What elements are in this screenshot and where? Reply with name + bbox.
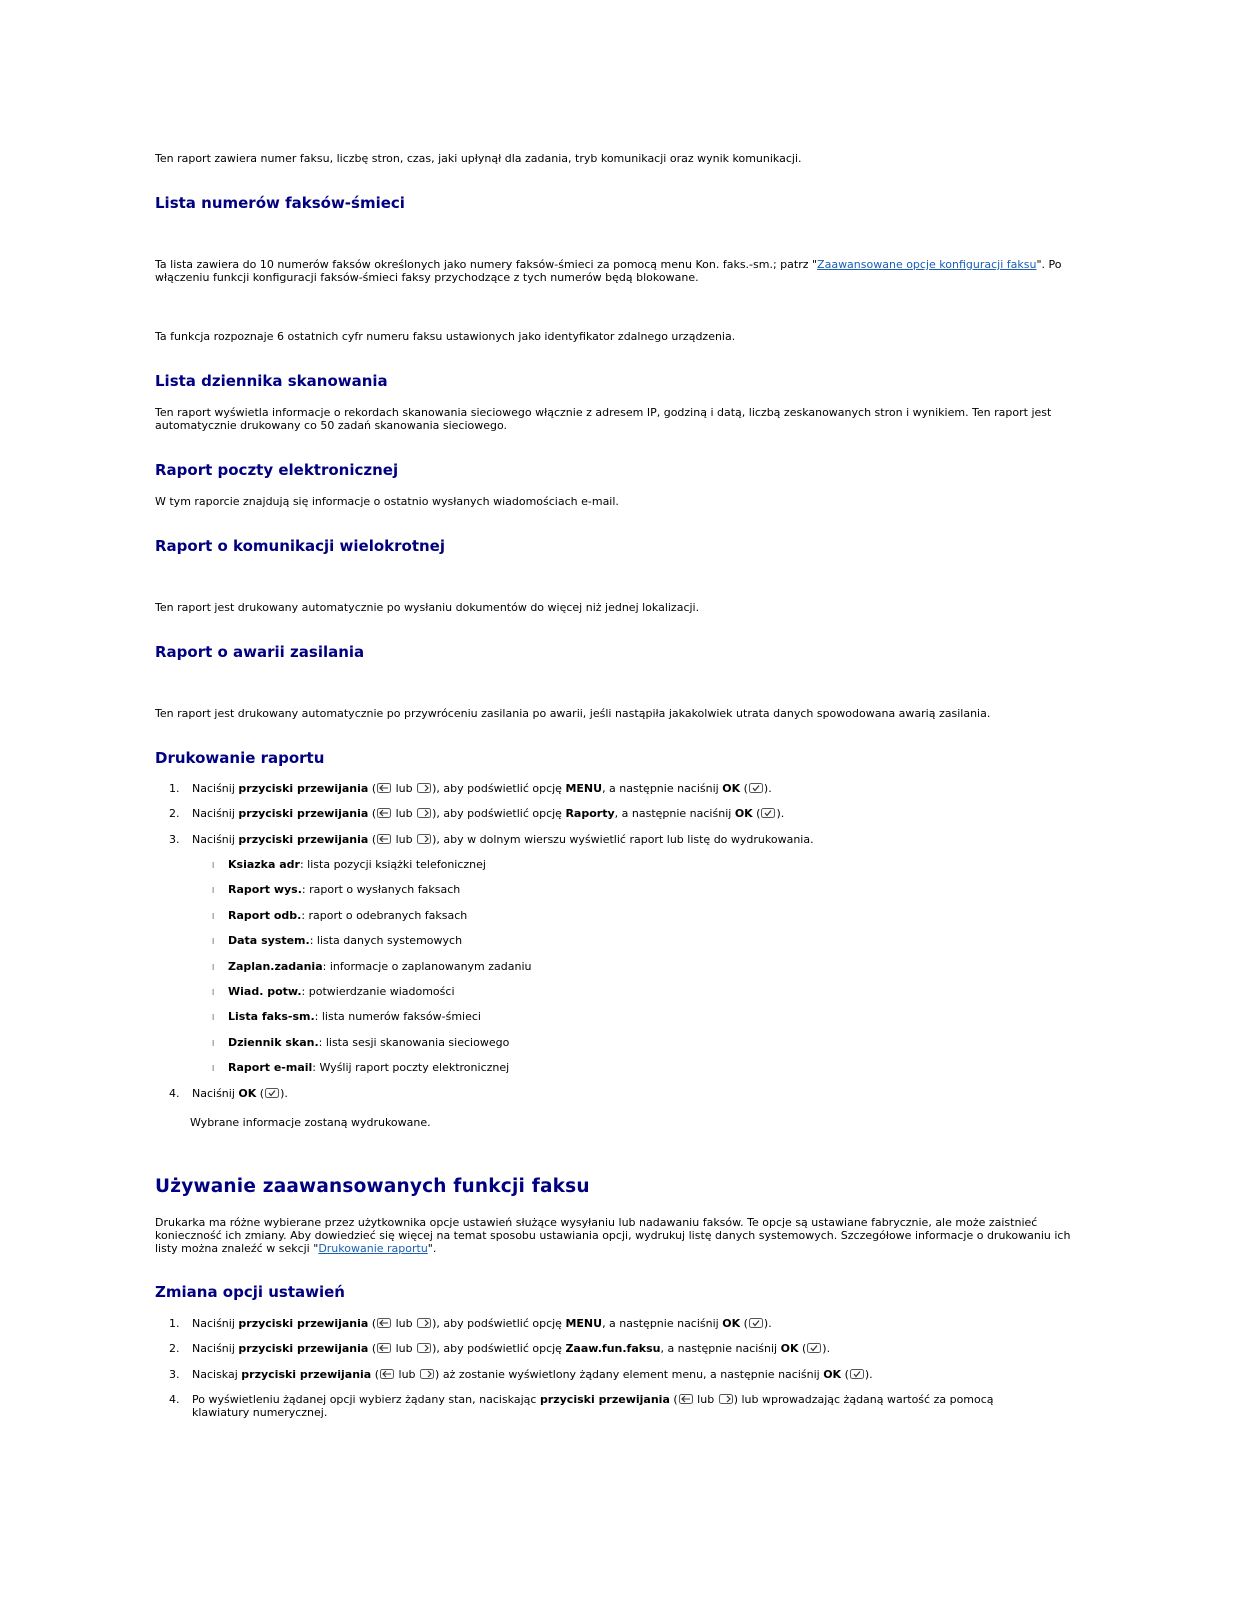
scroll-right-icon xyxy=(719,1394,733,1404)
scroll-left-icon xyxy=(377,1318,391,1328)
scroll-left-icon xyxy=(377,834,391,844)
intro-paragraph: Ten raport zawiera numer faksu, liczbę stron, czas, jaki upłynął dla zadania, tryb komunikacji oraz wynik komunikacji. xyxy=(155,152,802,165)
ok-button-label: OK xyxy=(823,1368,842,1381)
bullet-icon: l xyxy=(212,937,215,947)
report-item-desc: : lista sesji skanowania sieciowego xyxy=(318,1035,510,1049)
step-text-part: ( xyxy=(368,1317,377,1330)
heading-change-settings: Zmiana opcji ustawień xyxy=(155,1283,345,1301)
report-item-term: Raport e-mail xyxy=(228,1061,313,1075)
step-text xyxy=(192,1087,1052,1100)
scroll-right-icon xyxy=(417,1343,431,1353)
scroll-buttons-label: przyciski przewijania xyxy=(238,807,369,820)
step-text-part: ( xyxy=(740,1317,748,1330)
ok-button-label: OK xyxy=(722,782,741,795)
link-advanced-fax-config[interactable]: Zaawansowane opcje konfiguracji faksu xyxy=(817,258,1037,271)
step-number: 4. xyxy=(169,1087,180,1100)
advanced-text-end: ". xyxy=(427,1242,437,1255)
report-item-text xyxy=(228,858,486,871)
step-number: 2. xyxy=(169,807,180,820)
scroll-right-icon xyxy=(417,1318,431,1328)
report-item-desc: : lista danych systemowych xyxy=(309,934,463,948)
menu-option-label: MENU xyxy=(565,782,603,795)
step-text-part: Po wyświetleniu żądanej opcji wybierz żądany stan, naciskając xyxy=(192,1393,540,1406)
step-text-part: ( xyxy=(841,1368,849,1381)
step-text-part: ). xyxy=(822,1342,831,1355)
step-text-part: ), aby podświetlić opcję xyxy=(432,1317,566,1330)
step-text-part: ) lub wprowadzając żądaną wartość za pomocą klawiatury numerycznej. xyxy=(192,1393,994,1419)
report-item-text xyxy=(228,1036,509,1049)
scroll-buttons-label: przyciski przewijania xyxy=(539,1393,670,1406)
ok-check-icon xyxy=(749,1318,763,1328)
step-text-part: lub xyxy=(392,807,417,820)
heading-print-report: Drukowanie raportu xyxy=(155,749,325,767)
junk-fax-text-end: ". Po włączeniu funkcji konfiguracji faksów-śmieci faksy przychodzące z tych numerów będą blokowane. xyxy=(155,258,1062,284)
heading-email-report: Raport poczty elektronicznej xyxy=(155,461,399,479)
step-text-part: Naciśnij xyxy=(192,833,239,846)
advanced-paragraph xyxy=(155,1216,1075,1255)
report-item-term: Zaplan.zadania xyxy=(228,959,323,973)
step-text-part: Naciśnij xyxy=(192,1342,239,1355)
bullet-icon: l xyxy=(212,988,215,997)
scroll-right-icon xyxy=(420,1369,434,1379)
step-text-part: ), aby podświetlić opcję xyxy=(432,807,566,820)
report-item-term: Raport odb. xyxy=(228,908,302,922)
step-number: 2. xyxy=(169,1342,180,1355)
scroll-right-icon xyxy=(417,834,431,844)
step-text-part: ( xyxy=(368,833,377,846)
step-text-part: ( xyxy=(798,1342,807,1355)
step-text xyxy=(192,807,1052,820)
scroll-buttons-label: przyciski przewijania xyxy=(238,1317,369,1330)
step-text-part: ( xyxy=(368,807,377,820)
step-text-part: ) aż zostanie wyświetlony żądany element menu, a następnie naciśnij xyxy=(435,1368,824,1381)
bullet-icon: l xyxy=(212,1064,215,1074)
heading-junk-fax-list: Lista numerów faksów-śmieci xyxy=(155,194,405,212)
scroll-left-icon xyxy=(679,1394,693,1404)
step-number: 1. xyxy=(169,782,180,795)
junk-fax-digits-paragraph: Ta funkcja rozpoznaje 6 ostatnich cyfr numeru faksu ustawionych jako identyfikator zdalnego urządzenia. xyxy=(155,330,736,343)
bullet-icon: l xyxy=(212,861,215,870)
report-item-text xyxy=(228,934,462,947)
menu-option-label: Raporty xyxy=(565,807,615,820)
step-text xyxy=(192,1368,1052,1381)
step-text xyxy=(192,1342,1052,1355)
report-item-text xyxy=(228,909,467,922)
report-item-desc: : raport o wysłanych faksach xyxy=(301,883,461,897)
report-item-desc: : lista numerów faksów-śmieci xyxy=(314,1010,481,1024)
step-text-part: ). xyxy=(864,1368,873,1381)
report-item-term: Ksiazka adr xyxy=(228,858,300,871)
step-number: 3. xyxy=(169,833,180,846)
report-item-text xyxy=(228,1010,481,1023)
step-text-part: ( xyxy=(256,1087,265,1100)
heading-power-failure-report: Raport o awarii zasilania xyxy=(155,643,365,661)
step-text-part: lub xyxy=(392,833,417,846)
step-text-part: lub xyxy=(392,1317,417,1330)
scroll-buttons-label: przyciski przewijania xyxy=(238,782,369,795)
step-text-part: , a następnie naciśnij xyxy=(602,1317,723,1330)
bullet-icon: l xyxy=(212,911,215,921)
step-text xyxy=(192,1317,1052,1330)
scroll-left-icon xyxy=(377,1343,391,1353)
scroll-left-icon xyxy=(377,808,391,818)
scroll-right-icon xyxy=(417,783,431,793)
report-item-desc: : lista pozycji książki telefonicznej xyxy=(299,858,486,871)
report-item-desc: : Wyślij raport poczty elektronicznej xyxy=(312,1061,510,1075)
report-item-desc: : informacje o zaplanowanym zadaniu xyxy=(322,959,532,973)
junk-fax-paragraph xyxy=(155,258,1075,284)
step-text-part: Naciśnij xyxy=(192,807,239,820)
report-item-term: Dziennik skan. xyxy=(228,1035,319,1049)
ok-check-icon xyxy=(850,1369,864,1379)
scroll-left-icon xyxy=(377,783,391,793)
step-text-part: , a następnie naciśnij xyxy=(614,807,735,820)
step-text-part: lub xyxy=(392,1342,417,1355)
step-text-part: Naciskaj xyxy=(192,1368,242,1381)
bullet-icon: l xyxy=(212,1038,215,1048)
step-text-part: , a następnie naciśnij xyxy=(660,1342,781,1355)
report-item-desc: : raport o odebranych faksach xyxy=(301,908,468,922)
ok-button-label: OK xyxy=(780,1342,799,1355)
step-text-part: Naciśnij xyxy=(192,1087,239,1100)
report-item-text xyxy=(228,985,455,998)
step-text-part: lub xyxy=(395,1368,420,1381)
step-text-part: Naciśnij xyxy=(192,1317,239,1330)
step-text-part: ( xyxy=(669,1393,678,1406)
step-text-part: ), aby podświetlić opcję xyxy=(432,1342,566,1355)
report-item-text xyxy=(228,960,532,973)
ok-check-icon xyxy=(807,1343,821,1353)
step-text xyxy=(192,1393,1052,1419)
step-text-part: ), aby podświetlić opcję xyxy=(432,782,566,795)
step-text-part: Naciśnij xyxy=(192,782,239,795)
link-print-report[interactable]: Drukowanie raportu xyxy=(318,1242,428,1255)
scroll-right-icon xyxy=(417,808,431,818)
report-item-term: Raport wys. xyxy=(228,883,302,897)
ok-button-label: OK xyxy=(238,1087,257,1100)
step-text-part: ( xyxy=(752,807,761,820)
print-result-paragraph: Wybrane informacje zostaną wydrukowane. xyxy=(190,1116,431,1129)
step-text-part: ). xyxy=(763,1317,772,1330)
heading-advanced-fax-features: Używanie zaawansowanych funkcji faksu xyxy=(155,1176,590,1197)
ok-check-icon xyxy=(265,1088,279,1098)
power-failure-paragraph: Ten raport jest drukowany automatycznie po przywróceniu zasilania po awarii, jeśli nastąpiła jakakolwiek utrata danych spowodowana awarią zasilania. xyxy=(155,707,991,720)
menu-option-label: Zaaw.fun.faksu xyxy=(565,1342,661,1355)
scan-log-paragraph: Ten raport wyświetla informacje o rekordach skanowania sieciowego włącznie z adresem IP, godziną i datą, liczbą zeskanowanych stron i wynikiem. Ten raport jest automatycznie drukowany co 50 zadań skanowania sieciowego. xyxy=(155,406,1052,432)
bullet-icon: l xyxy=(212,886,215,896)
ok-check-icon xyxy=(761,808,775,818)
step-text-part: ( xyxy=(368,782,377,795)
step-text-part: ), aby w dolnym wierszu wyświetlić raport lub listę do wydrukowania. xyxy=(432,833,814,846)
step-text-part: lub xyxy=(392,782,417,795)
scroll-buttons-label: przyciski przewijania xyxy=(241,1368,372,1381)
multi-comm-paragraph: Ten raport jest drukowany automatycznie po wysłaniu dokumentów do więcej niż jednej lokalizacji. xyxy=(155,601,700,614)
step-text xyxy=(192,833,1052,846)
email-report-paragraph: W tym raporcie znajdują się informacje o ostatnio wysłanych wiadomościach e-mail. xyxy=(155,495,619,508)
heading-scan-log: Lista dziennika skanowania xyxy=(155,372,388,390)
step-text-part: , a następnie naciśnij xyxy=(602,782,723,795)
bullet-icon: l xyxy=(212,1013,215,1023)
step-text-part: ( xyxy=(371,1368,380,1381)
step-number: 4. xyxy=(169,1393,180,1406)
junk-fax-text: Ta lista zawiera do 10 numerów faksów określonych jako numery faksów-śmieci za pomocą menu Kon. faks.-sm.; patrz " xyxy=(155,258,818,271)
menu-option-label: MENU xyxy=(565,1317,603,1330)
report-item-desc: : potwierdzanie wiadomości xyxy=(301,985,455,998)
step-text xyxy=(192,782,1052,795)
step-text-part: ( xyxy=(740,782,748,795)
ok-button-label: OK xyxy=(722,1317,741,1330)
report-item-text xyxy=(228,1061,509,1074)
step-text-part: ). xyxy=(280,1087,288,1100)
ok-button-label: OK xyxy=(734,807,753,820)
step-text-part: ( xyxy=(368,1342,377,1355)
step-text-part: ). xyxy=(763,782,772,795)
report-item-text xyxy=(228,883,460,896)
step-text-part: ). xyxy=(776,807,785,820)
ok-check-icon xyxy=(749,783,763,793)
bullet-icon: l xyxy=(212,962,215,972)
scroll-left-icon xyxy=(380,1369,394,1379)
advanced-text: Drukarka ma różne wybierane przez użytkownika opcje ustawień służące wysyłaniu lub nadawaniu faksów. Te opcje są ustawiane fabrycznie, ale może zaistnieć konieczność ich zmiany. Aby dowiedzieć się więcej na temat sposobu ustawiania opcji, wydrukuj listę danych systemowych. Szczegółowe informacje o drukowaniu ich listy można znaleźć w sekcji " xyxy=(155,1216,1071,1255)
heading-multi-comm-report: Raport o komunikacji wielokrotnej xyxy=(155,537,445,555)
report-item-term: Wiad. potw. xyxy=(228,985,302,998)
report-item-term: Lista faks-sm. xyxy=(228,1010,315,1024)
step-text-part: lub xyxy=(693,1393,718,1406)
scroll-buttons-label: przyciski przewijania xyxy=(238,1342,369,1355)
step-number: 3. xyxy=(169,1368,180,1381)
scroll-buttons-label: przyciski przewijania xyxy=(238,833,369,846)
step-number: 1. xyxy=(169,1317,180,1330)
report-item-term: Data system. xyxy=(228,934,310,948)
